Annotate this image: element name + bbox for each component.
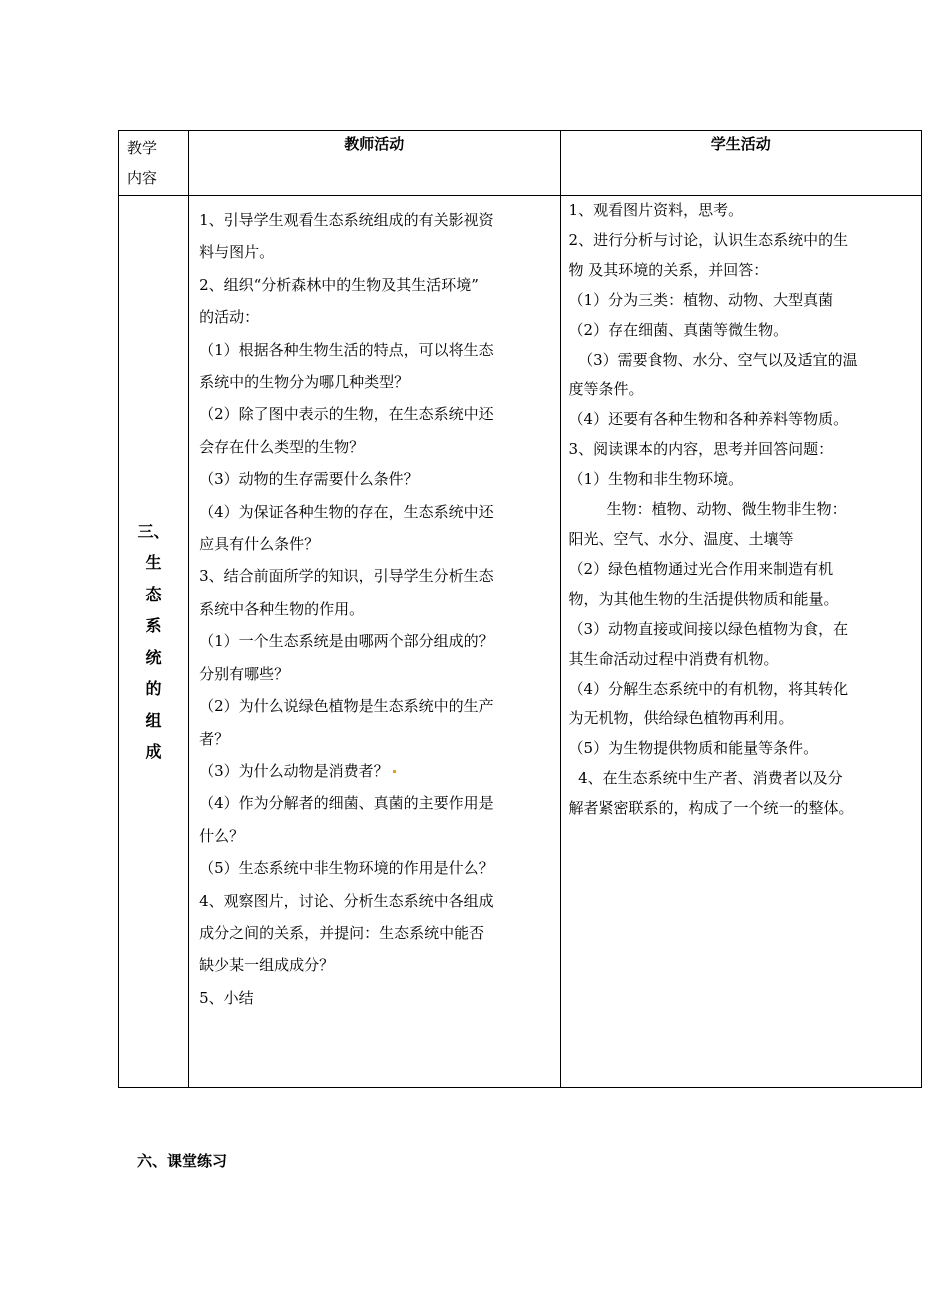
student-line: 生物：植物、动物、微生物非生物： xyxy=(568,500,847,519)
topic-char: 态 xyxy=(145,584,162,604)
header-content-line2: 内容 xyxy=(127,169,158,187)
header-content-cell xyxy=(119,131,189,196)
student-line: 其生命活动过程中消费有机物。 xyxy=(568,649,779,668)
teacher-line: 1、引导学生观看生态系统组成的有关影视资 xyxy=(199,211,494,229)
header-student-activity: 学生活动 xyxy=(560,131,921,196)
student-activity-cell xyxy=(560,196,921,1088)
teacher-line: 应具有什么条件？ xyxy=(199,535,320,554)
student-line: 解者紧密联系的，构成了一个统一的整体。 xyxy=(568,799,854,818)
teacher-line-text: （3）为什么动物是消费者？ xyxy=(199,761,389,780)
teacher-line: 者？ xyxy=(199,729,230,748)
topic-char: 的 xyxy=(145,679,162,698)
teacher-line: （1）根据各种生物生活的特点，可以将生态 xyxy=(199,340,494,359)
topic-char: 系 xyxy=(145,616,162,635)
student-line: （2）绿色植物通过光合作用来制造有机 xyxy=(568,559,834,578)
teacher-line: 成分之间的关系，并提问：生态系统中能否 xyxy=(199,923,485,942)
student-line: 物 及其环境的关系，并回答： xyxy=(568,260,769,279)
teacher-line: （2）为什么说绿色植物是生态系统中的生产 xyxy=(199,697,494,716)
lesson-table xyxy=(118,130,922,1088)
student-line: 度等条件。 xyxy=(568,380,644,399)
teacher-line: 的活动： xyxy=(199,308,260,327)
teacher-line: （2）除了图中表示的生物，在生态系统中还 xyxy=(199,405,494,424)
teacher-activity-cell xyxy=(189,196,560,1088)
highlight-dot xyxy=(393,770,396,773)
header-row xyxy=(119,131,922,196)
teacher-line xyxy=(199,755,551,787)
header-teacher-activity: 教师活动 xyxy=(189,131,560,196)
teacher-line: 料与图片。 xyxy=(199,243,275,262)
student-line: 阳光、空气、水分、温度、土壤等 xyxy=(568,529,794,548)
student-line: （2）存在细菌、真菌等微生物。 xyxy=(568,320,789,339)
topic-char: 成 xyxy=(145,742,162,761)
student-line: 2、进行分析与讨论，认识生态系统中的生 xyxy=(568,230,849,249)
topic-char: 组 xyxy=(145,710,162,730)
student-line: （1）生物和非生物环境。 xyxy=(568,470,744,489)
student-line: （3）动物直接或间接以绿色植物为食，在 xyxy=(568,619,849,638)
student-line: （3）需要食物、水分、空气以及适宜的温 xyxy=(568,350,858,369)
teacher-line: 2、组织“分析森林中的生物及其生活环境” xyxy=(199,275,479,294)
teacher-line: 系统中各种生物的作用。 xyxy=(199,599,365,618)
teacher-line: 分别有哪些？ xyxy=(199,664,290,683)
student-line: （1）分为三类：植物、动物、大型真菌 xyxy=(568,290,834,309)
topic-char: 统 xyxy=(145,647,162,667)
student-line: 4、在生态系统中生产者、消费者以及分 xyxy=(568,769,843,788)
student-line: 物，为其他生物的生活提供物质和能量。 xyxy=(568,589,839,608)
header-content-line1: 教学 xyxy=(127,139,158,157)
teacher-line: 5、小结 xyxy=(199,988,254,1007)
student-line: （4）还要有各种生物和各种养料等物质。 xyxy=(568,410,849,429)
student-line: 为无机物，供给绿色植物再利用。 xyxy=(568,709,794,728)
student-line: （5）为生物提供物质和能量等条件。 xyxy=(568,739,819,758)
teacher-line: （4）为保证各种生物的存在，生态系统中还 xyxy=(199,502,494,521)
teacher-line: 3、结合前面所学的知识，引导学生分析生态 xyxy=(199,567,494,586)
teacher-line: （5）生态系统中非生物环境的作用是什么？ xyxy=(199,859,494,878)
teacher-line: 什么？ xyxy=(199,826,245,845)
student-line: 3、阅读课本的内容，思考并回答问题： xyxy=(568,440,834,459)
teacher-line: 会存在什么类型的生物？ xyxy=(199,437,365,456)
topic-char: 三、 xyxy=(137,521,170,541)
teacher-line: （3）动物的生存需要什么条件？ xyxy=(199,470,419,489)
body-row xyxy=(119,196,922,1088)
section-title: 六、课堂练习 xyxy=(137,1152,228,1170)
teacher-line: 缺少某一组成成分？ xyxy=(199,956,335,975)
topic-cell xyxy=(119,196,189,1088)
teacher-line: 4、观察图片，讨论、分析生态系统中各组成 xyxy=(199,891,494,910)
teacher-line: 系统中的生物分为哪几种类型？ xyxy=(199,373,410,392)
student-line: （4）分解生态系统中的有机物，将其转化 xyxy=(568,679,849,698)
teacher-line: （1）一个生态系统是由哪两个部分组成的？ xyxy=(199,632,494,651)
student-line: 1、观看图片资料，思考。 xyxy=(568,201,744,219)
teacher-line: （4）作为分解者的细菌、真菌的主要作用是 xyxy=(199,794,494,813)
topic-char: 生 xyxy=(145,553,162,572)
